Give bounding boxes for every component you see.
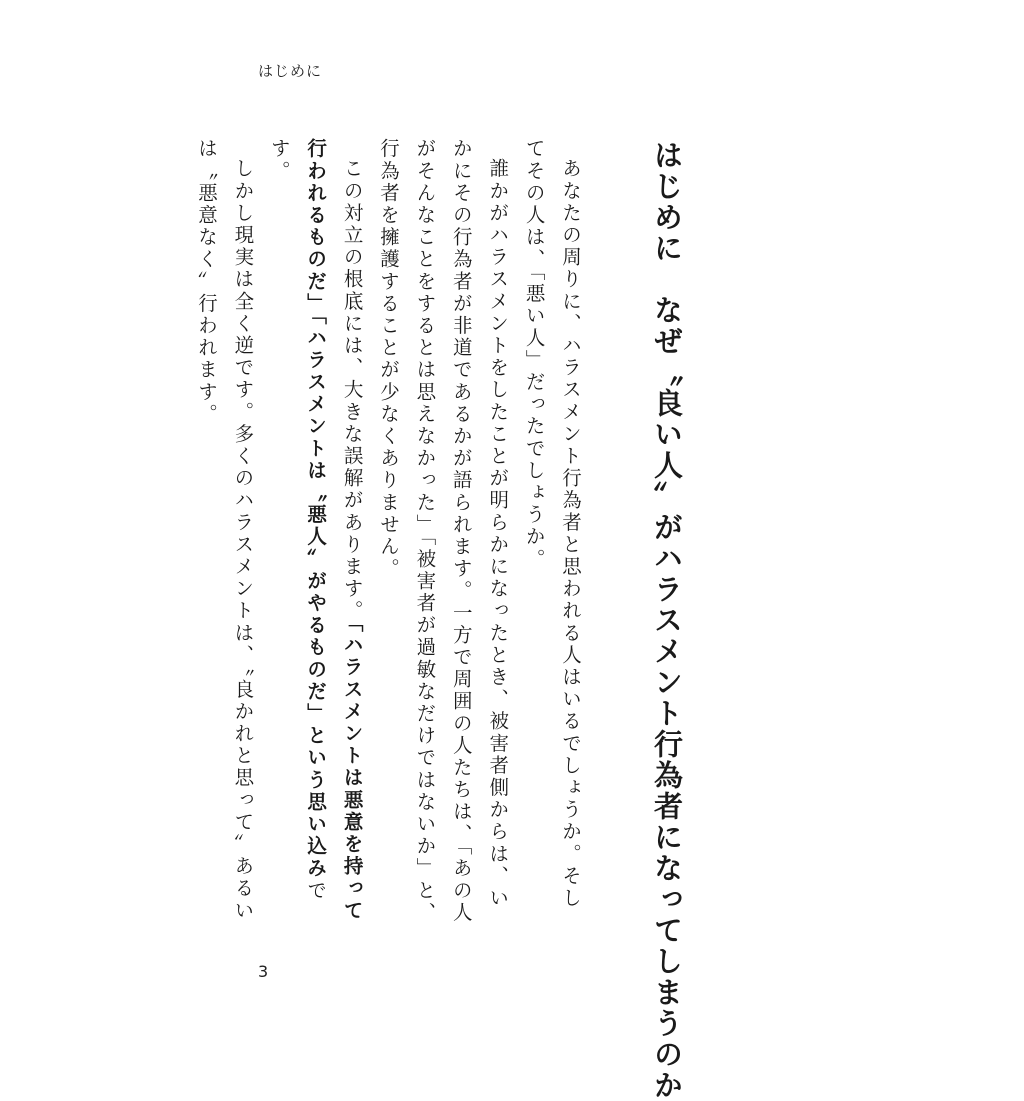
paragraph-4: しかし現実は全く逆です。多くのハラスメントは、〝良かれと思って〟あるいは〝悪意なく〟行われます。 — [194, 138, 255, 922]
chapter-title-spacer — [650, 264, 684, 295]
chapter-title-label: はじめに — [650, 140, 684, 264]
page-number: 3 — [258, 962, 269, 981]
paragraph-3-lead: この対立の根底には、大きな誤解があります。 — [340, 157, 364, 622]
paragraph-1: あなたの周りに、ハラスメント行為者と思われる人はいるでしょうか。そしてその人は、「悪い人」だったでしょうか。 — [522, 138, 582, 909]
chapter-title — [645, 140, 689, 1101]
paragraph-3-tail: です。 — [267, 138, 328, 902]
paragraph-2: 誰かがハラスメントをしたことが明らかになったとき、被害者側からは、いかにその行為者が非道であるかが語られます。一方で周囲の人たちは、「あの人がそんなことをするとは思えなかった」「被害者が過敏なだけではないか」と、行為者を擁護することが少なくありません。 — [376, 138, 510, 924]
body-text — [194, 138, 588, 928]
chapter-title-text: なぜ〝良い人〟がハラスメント行為者になってしまうのか — [650, 295, 684, 1101]
paragraph-3 — [260, 138, 369, 928]
emphasized-quote: 「ハラスメントは悪意を持って行われるものだ」「ハラスメントは〝悪人〟がやるものだ」という思い込み — [304, 138, 364, 922]
running-head: はじめに — [258, 62, 323, 80]
